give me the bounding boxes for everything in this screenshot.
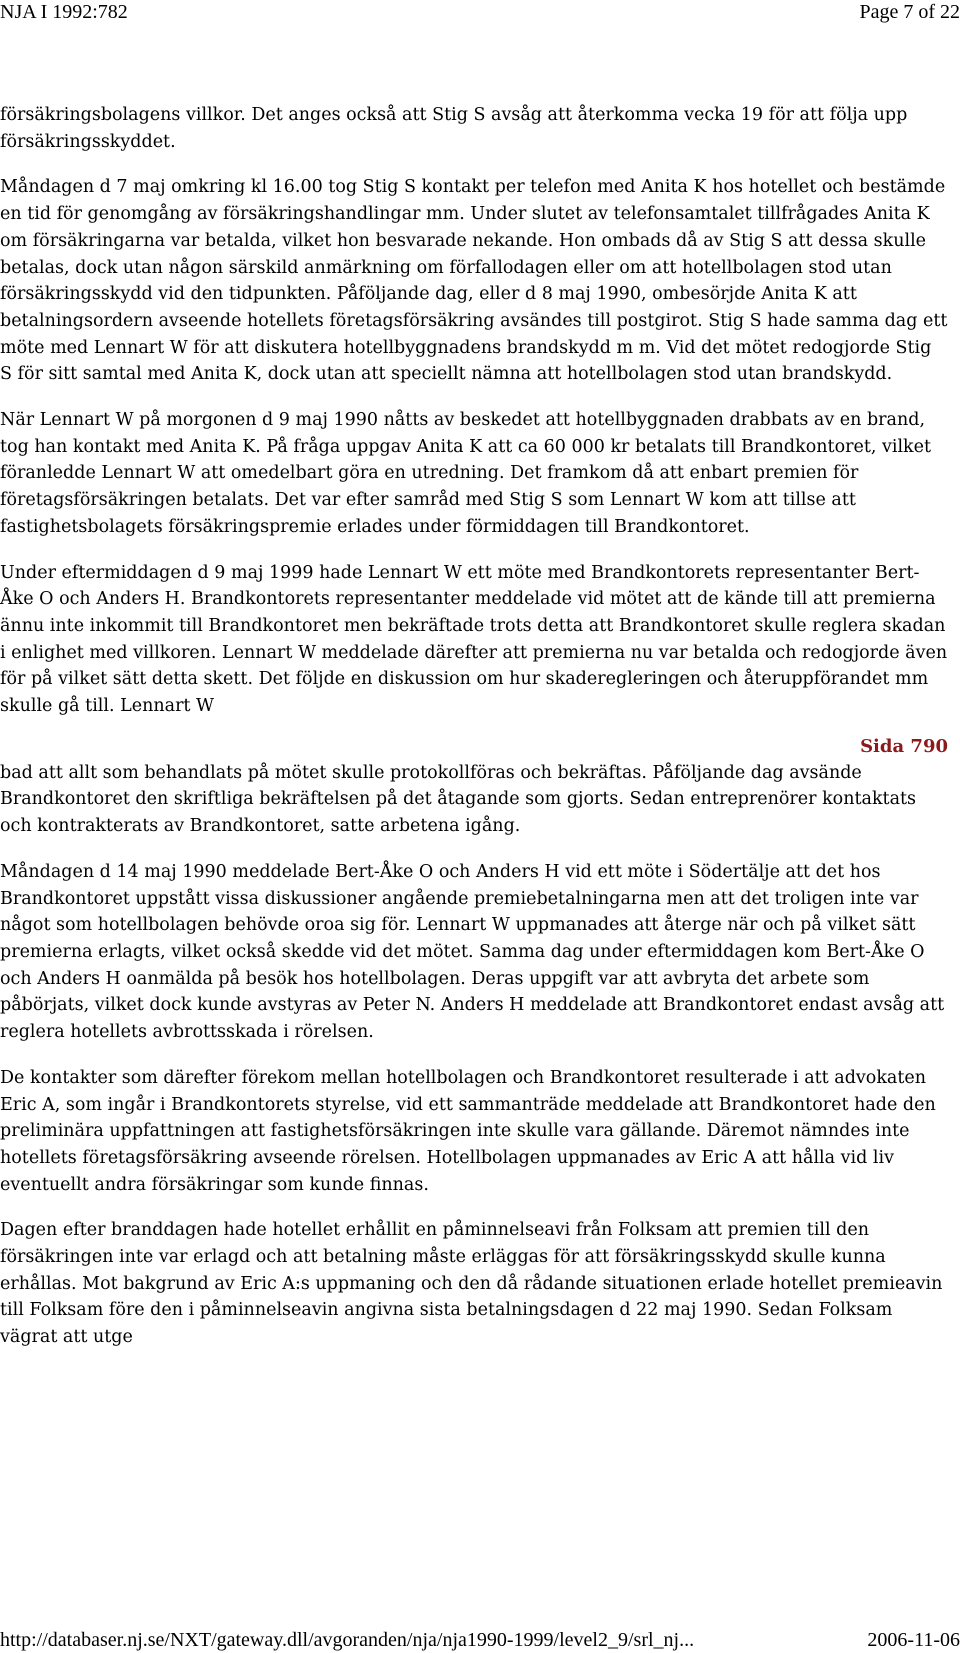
paragraph: Under eftermiddagen d 9 maj 1999 hade Lennart W ett möte med Brandkontorets representanter Bert-Åke O och Anders H. Brandkontorets representanter meddelade vid mötet att de kände till att premierna ännu inte inkommit till Brandkontoret men bekräftade trots detta att Brandkontoret skulle reglera skadan i enlighet med villkoren. Lennart W meddelade därefter att premierna nu var betalda och redogjorde även för på vilket sätt detta skett. Det följde en diskussion om hur skaderegleringen och återuppförandet mm skulle gå till. Lennart W <box>0 562 948 717</box>
document-body <box>0 102 948 1370</box>
paragraph: Måndagen d 14 maj 1990 meddelade Bert-Åke O och Anders H vid ett möte i Södertälje att det hos Brandkontoret uppstått vissa diskussioner angående premiebetalningarna men att det troligen inte var något som hotellbolagen behövde oroa sig för. Lennart W uppmanades att återge när och på vilket sätt premierna erlagts, vilket också skedde vid det mötet. Samma dag under eftermiddagen kom Bert-Åke O och Anders H oanmälda på besök hos hotellbolagen. Deras uppgift var att avbryta det arbete som påbörjats, vilket dock kunde avstyras av Peter N. Anders H meddelade att Brandkontoret endast avsåg att reglera hotellets avbrottsskada i rörelsen. <box>0 861 945 1043</box>
page-number: Page 7 of 22 <box>859 1 960 23</box>
source-url: http://databaser.nj.se/NXT/gateway.dll/avgoranden/nja/nja1990-1999/level2_9/srl_nj... <box>0 1629 695 1651</box>
print-date: 2006-11-06 <box>867 1629 960 1651</box>
paragraph: När Lennart W på morgonen d 9 maj 1990 nåtts av beskedet att hotellbyggnaden drabbats av en brand, tog han kontakt med Anita K. På fråga uppgav Anita K att ca 60 000 kr betalats till Brandkontoret, vilket föranledde Lennart W att omedelbart göra en utredning. Det framkom då att enbart premien för företagsförsäkringen betalats. Det var efter samråd med Stig S som Lennart W kom att tillse att fastighetsbolagets försäkringspremie erlades under förmiddagen till Brandkontoret. <box>0 410 932 537</box>
paragraph: De kontakter som därefter förekom mellan hotellbolagen och Brandkontoret resulterade i att advokaten Eric A, som ingår i Brandkontorets styrelse, vid ett sammanträde meddelade att Brandkontoret hade den preliminära uppfattningen att fastighetsförsäkringen inte skulle vara gällande. Däremot nämndes inte hotellets företagsförsäkring avseende rörelsen. Hotellbolagen uppmanades av Eric A att hålla vid liv eventuellt andra försäkringar som kunde finnas. <box>0 1067 936 1195</box>
paragraph: Dagen efter branddagen hade hotellet erhållit en påminnelseavi från Folksam att premien till den försäkringen inte var erlagd och att betalning måste erläggas för att försäkringsskydd skulle kunna erhållas. Mot bakgrund av Eric A:s uppmaning och den då rådande situationen erlade hotellet premieavin till Folksam före den i påminnelseavin angivna sista betalningsdagen d 22 maj 1990. Sedan Folksam vägrat att utge <box>0 1220 943 1348</box>
paragraph: Måndagen d 7 maj omkring kl 16.00 tog Stig S kontakt per telefon med Anita K hos hotellet och bestämde en tid för genomgång av försäkringshandlingar mm. Under slutet av telefonsamtalet tillfrågades Anita K om försäkringarna var betalda, vilket hon besvarade nekande. Hon ombads då av Stig S att dessa skulle betalas, dock utan någon särskild anmärkning om förfallodagen eller om att hotellbolagen stod utan försäkringsskydd vid den tidpunkten. Påföljande dag, eller d 8 maj 1990, ombesörjde Anita K att betalningsordern avseende hotellets företagsförsäkring avsändes till postgirot. Stig S hade samma dag ett möte med Lennart W för att diskutera hotellbyggnadens brandskydd m m. Vid det mötet redogjorde Stig S för sitt samtal med Anita K, dock utan att speciellt nämna att hotellbolagen stod utan brandskydd. <box>0 177 948 385</box>
paragraph: bad att allt som behandlats på mötet skulle protokollföras och bekräftas. Påföljande dag avsände Brandkontoret den skriftliga bekräftelsen på det åtagande som gjorts. Sedan entreprenörer kontaktats och kontrakterats av Brandkontoret, satte arbetena igång. <box>0 762 917 837</box>
document-id: NJA I 1992:782 <box>0 1 128 23</box>
paragraph: försäkringsbolagens villkor. Det anges också att Stig S avsåg att återkomma vecka 19 för att följa upp försäkringsskyddet. <box>0 105 908 152</box>
page-marker: Sida 790 <box>860 735 948 757</box>
